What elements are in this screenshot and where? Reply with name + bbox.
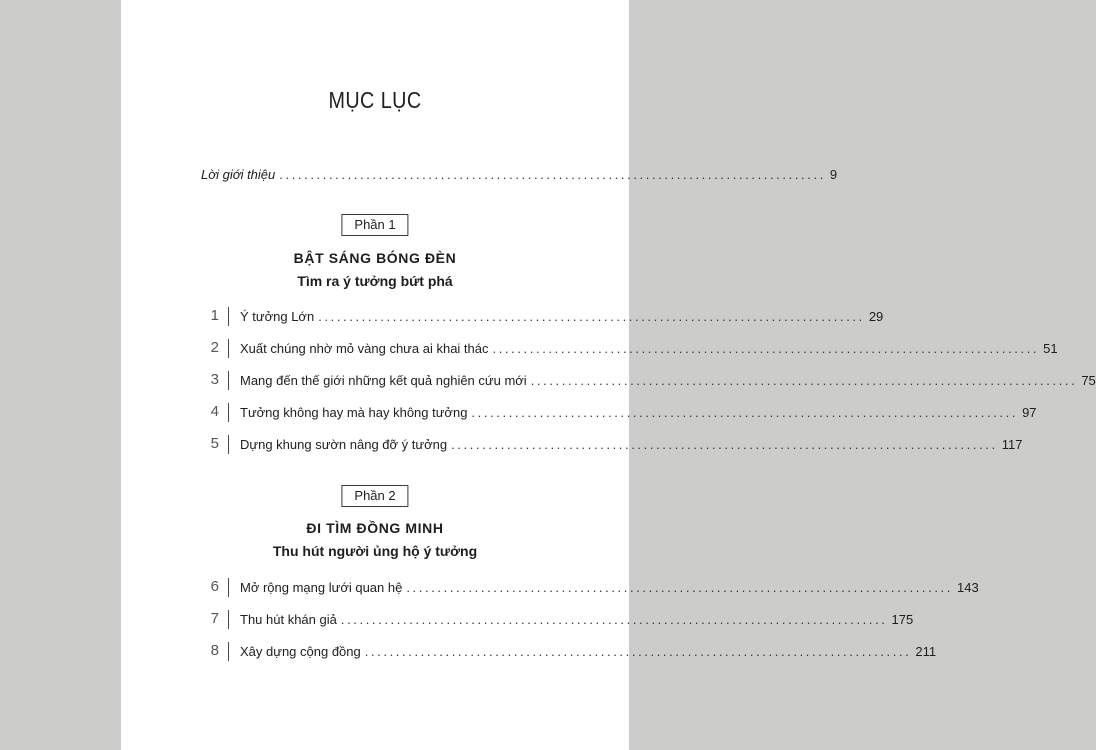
- part-2-title: ĐI TÌM ĐỒNG MINH: [306, 520, 444, 536]
- chapter-5-entry: [207, 435, 1023, 455]
- chapter-number: 8: [210, 642, 219, 659]
- chapter-7-entry: [207, 610, 914, 630]
- dot-leader: ........................................................................................: [406, 580, 953, 595]
- dot-leader: ........................................................................................: [318, 309, 865, 324]
- dot-leader: ........................................................................................: [492, 341, 1040, 356]
- chapter-divider: [228, 339, 229, 358]
- chapter-number: 2: [210, 339, 219, 356]
- chapter-1-entry: [207, 307, 884, 327]
- dot-leader: ........................................................................................: [279, 167, 826, 182]
- chapter-number: 7: [210, 610, 219, 627]
- chapter-page-number: 75: [1081, 373, 1096, 388]
- page-title: MỤC LỤC: [328, 87, 422, 113]
- entry-title: Lời giới thiệu: [201, 167, 276, 182]
- chapter-6-entry: [207, 578, 979, 598]
- chapter-title: Mở rộng mạng lưới quan hệ: [240, 580, 403, 595]
- chapter-divider: [228, 578, 229, 597]
- chapter-page-number: 29: [868, 309, 884, 324]
- chapter-page-number: 51: [1043, 341, 1058, 356]
- chapter-divider: [228, 435, 229, 454]
- chapter-number: 6: [210, 578, 219, 595]
- chapter-page-number: 211: [915, 644, 937, 659]
- dot-leader: ........................................................................................: [451, 437, 998, 452]
- book-page: [121, 0, 1096, 750]
- chapter-number: 5: [210, 435, 219, 452]
- chapter-2-entry: [207, 339, 1058, 359]
- dot-leader: ........................................................................................: [340, 612, 888, 627]
- chapter-number: 4: [210, 403, 219, 420]
- chapter-page-number: 117: [1001, 437, 1023, 452]
- chapter-title: Tưởng không hay mà hay không tưởng: [240, 405, 468, 420]
- chapter-page-number: 143: [956, 580, 979, 595]
- chapter-page-number: 175: [891, 612, 914, 627]
- chapter-title: Xây dựng cộng đồng: [240, 644, 361, 659]
- chapter-divider: [228, 610, 229, 629]
- chapter-title: Dựng khung sườn nâng đỡ ý tưởng: [240, 437, 448, 452]
- part-1-label: Phần 1: [341, 214, 408, 236]
- chapter-divider: [228, 307, 229, 326]
- chapter-divider: [228, 371, 229, 390]
- entry-page-number: 9: [829, 167, 838, 182]
- chapter-title: Xuất chúng nhờ mỏ vàng chưa ai khai thác: [240, 341, 489, 356]
- toc-entry-introduction: [201, 167, 838, 182]
- dot-leader: ........................................................................................: [364, 644, 912, 659]
- chapter-divider: [228, 403, 229, 422]
- part-1-subtitle: Tìm ra ý tưởng bứt phá: [297, 273, 453, 289]
- dot-leader: ........................................................................................: [471, 405, 1019, 420]
- dot-leader: ........................................................................................: [530, 373, 1078, 388]
- chapter-title: Thu hút khán giả: [240, 612, 337, 627]
- chapter-divider: [228, 642, 229, 661]
- chapter-8-entry: [207, 642, 937, 662]
- chapter-number: 1: [210, 307, 219, 324]
- chapter-page-number: 97: [1022, 405, 1037, 420]
- chapter-4-entry: [207, 403, 1037, 423]
- chapter-title: Mang đến thế giới những kết quả nghiên cứu mới: [240, 373, 527, 388]
- part-2-subtitle: Thu hút người ủng hộ ý tưởng: [272, 543, 478, 559]
- chapter-3-entry: [207, 371, 1096, 391]
- chapter-number: 3: [210, 371, 219, 388]
- part-2-label: Phần 2: [341, 485, 408, 507]
- part-1-title: BẬT SÁNG BÓNG ĐÈN: [293, 250, 457, 266]
- chapter-title: Ý tưởng Lớn: [240, 309, 315, 324]
